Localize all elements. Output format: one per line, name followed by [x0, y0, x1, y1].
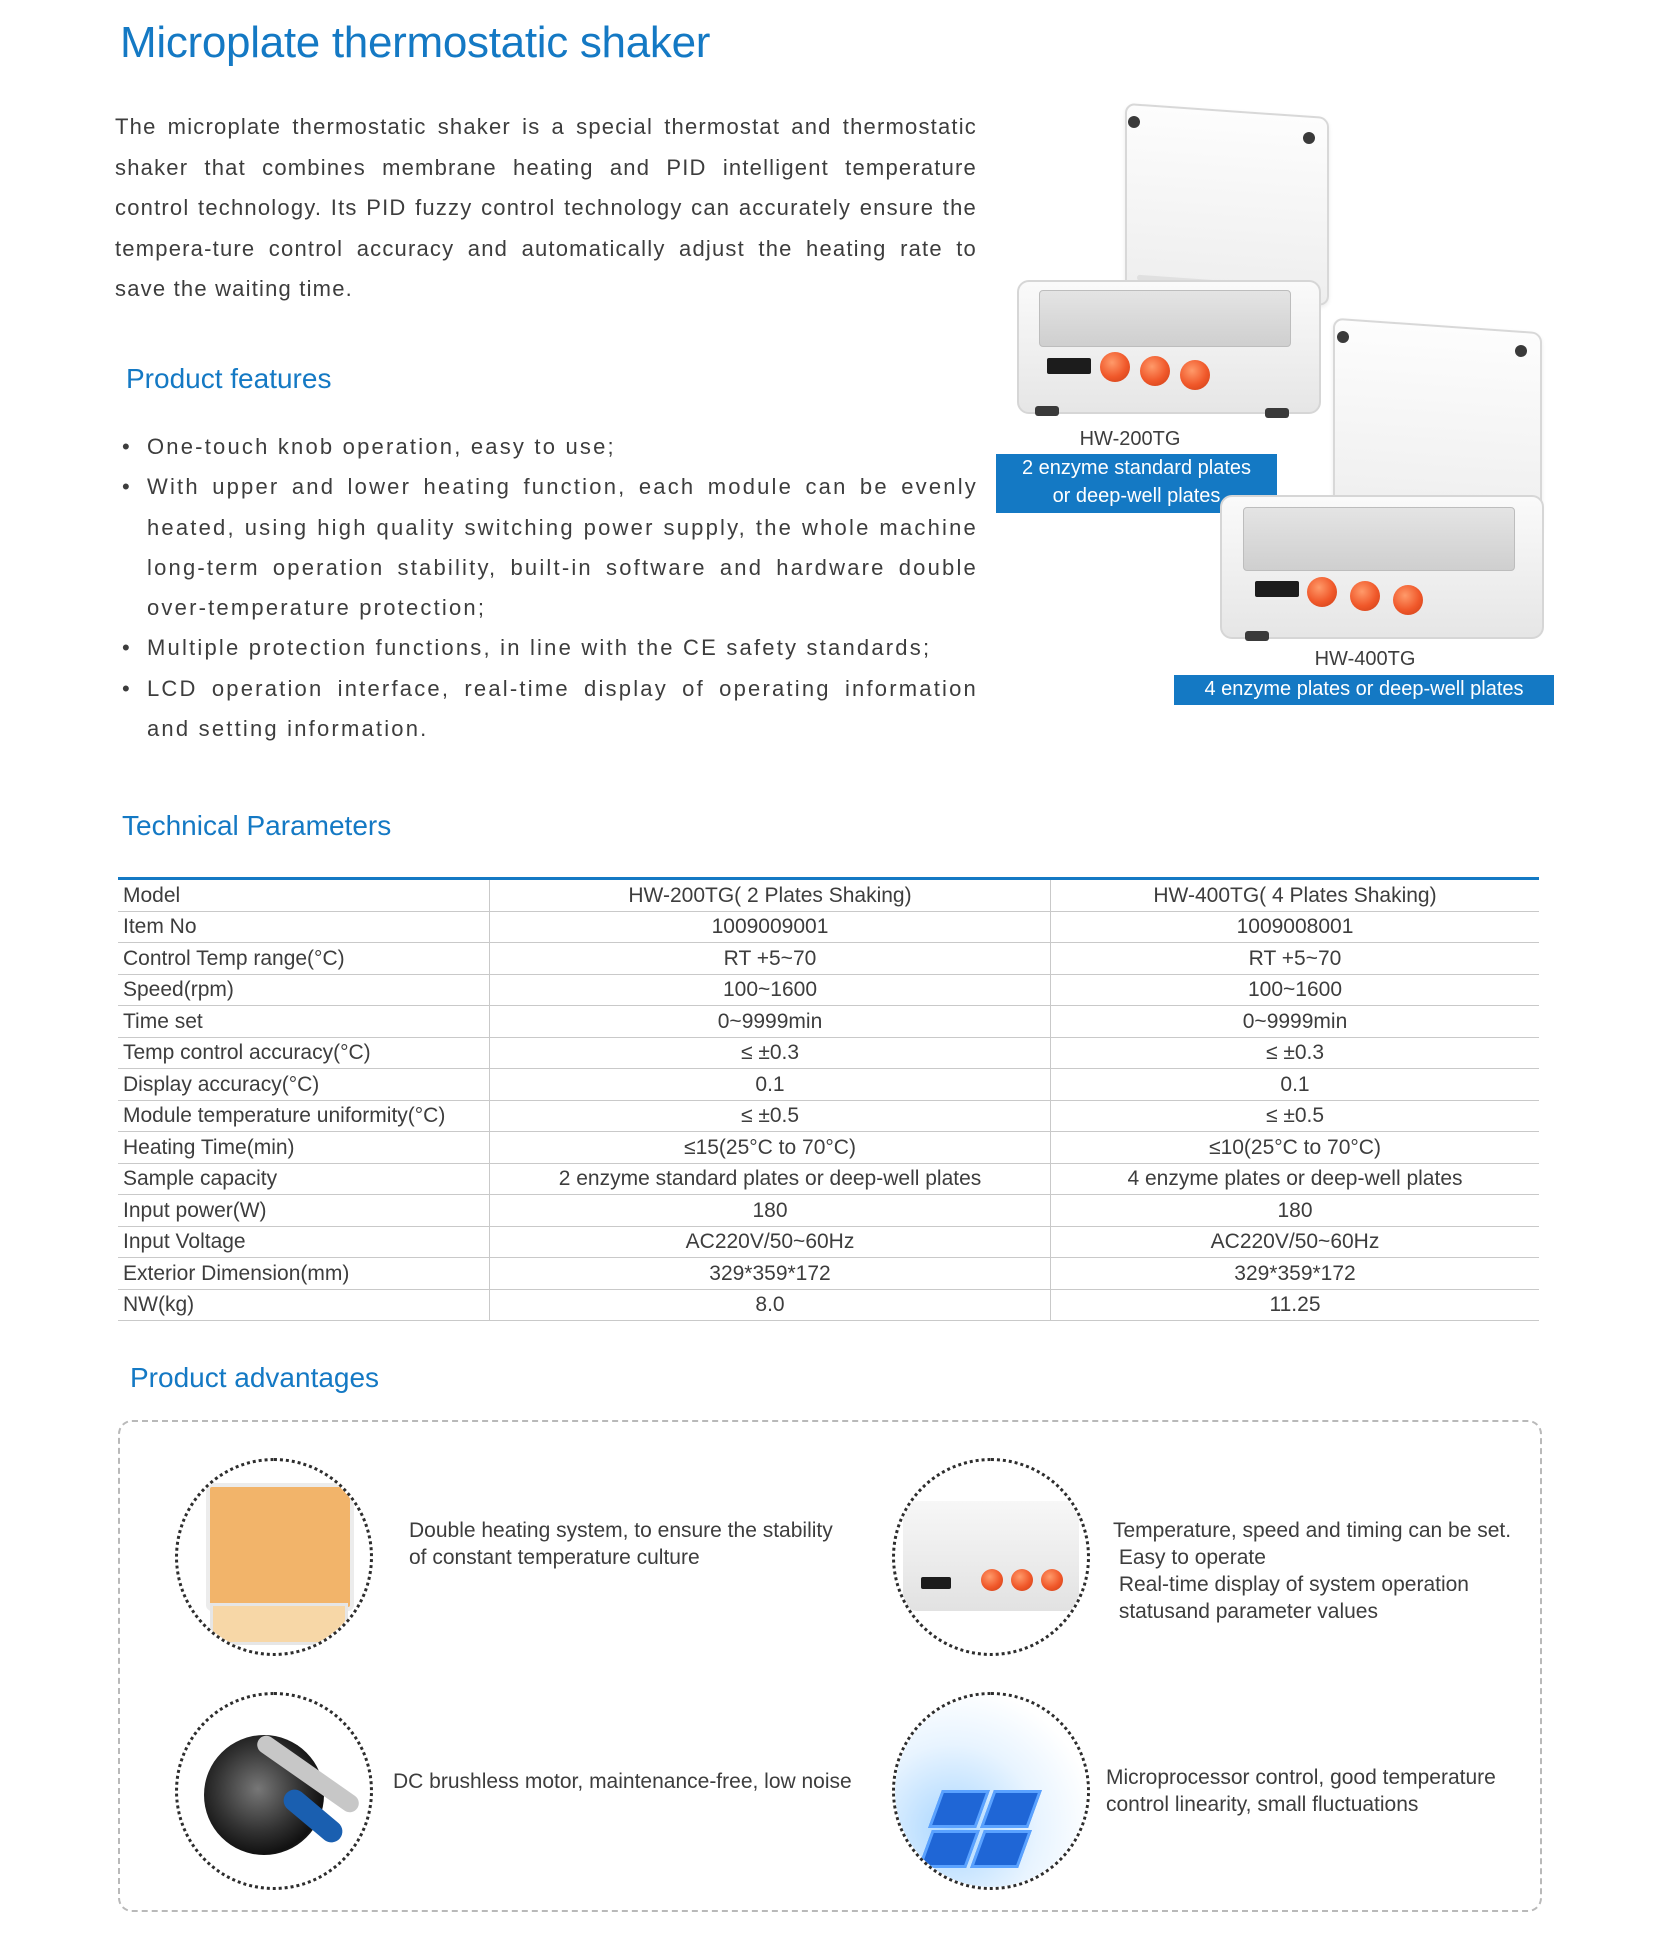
features-list	[118, 427, 978, 749]
knob-icon	[1140, 356, 1170, 386]
advantage-line: statusand parameter values	[1113, 1600, 1378, 1623]
capacity-line: or deep-well plates	[1052, 485, 1221, 507]
knob-icon	[1350, 581, 1380, 611]
table-cell: 329*359*172	[490, 1258, 1051, 1290]
foot-shape	[1035, 406, 1059, 416]
feature-item: • One-touch knob operation, easy to use;	[118, 427, 978, 467]
table-cell: 0~9999min	[490, 1006, 1051, 1038]
table-cell: 2 enzyme standard plates or deep-well plates	[490, 1163, 1051, 1195]
shaker-body-shape	[903, 1501, 1079, 1611]
advantage-text	[409, 1517, 833, 1571]
advantage-text	[1113, 1517, 1511, 1625]
foot-shape	[1245, 631, 1269, 641]
advantage-text	[393, 1768, 852, 1795]
table-cell: 11.25	[1051, 1289, 1540, 1321]
table-cell: ≤ ±0.3	[1051, 1037, 1540, 1069]
table-cell: Heating Time(min)	[118, 1132, 490, 1164]
table-row	[118, 1132, 1539, 1164]
table-row	[118, 943, 1539, 975]
table-cell: Control Temp range(°C)	[118, 943, 490, 975]
screw-icon	[1128, 116, 1140, 128]
table-cell: Exterior Dimension(mm)	[118, 1258, 490, 1290]
table-cell: 1009008001	[1051, 911, 1540, 943]
table-row	[118, 1163, 1539, 1195]
table-cell: 180	[1051, 1195, 1540, 1227]
table-cell: AC220V/50~60Hz	[1051, 1226, 1540, 1258]
tech-params-table	[118, 877, 1539, 1321]
table-cell: Input power(W)	[118, 1195, 490, 1227]
capacity-line: 2 enzyme standard plates	[1021, 457, 1252, 479]
table-cell: 100~1600	[1051, 974, 1540, 1006]
table-cell: 100~1600	[490, 974, 1051, 1006]
table-cell: 0~9999min	[1051, 1006, 1540, 1038]
table-row	[118, 1226, 1539, 1258]
table-cell: HW-400TG( 4 Plates Shaking)	[1051, 879, 1540, 912]
heating-plate-icon	[175, 1458, 373, 1656]
table-cell: RT +5~70	[1051, 943, 1540, 975]
model-label-hw400tg: HW-400TG	[1314, 648, 1416, 670]
table-cell: Temp control accuracy(°C)	[118, 1037, 490, 1069]
advantage-line: Microprocessor control, good temperature	[1106, 1766, 1496, 1789]
table-header-row	[118, 879, 1539, 912]
advantage-line: Double heating system, to ensure the stability	[409, 1519, 833, 1542]
advantage-text	[1106, 1764, 1496, 1818]
table-cell: ≤15(25°C to 70°C)	[490, 1132, 1051, 1164]
advantage-line: Easy to operate	[1113, 1546, 1266, 1569]
advantage-line: Temperature, speed and timing can be set.	[1113, 1519, 1512, 1542]
table-cell: ≤10(25°C to 70°C)	[1051, 1132, 1540, 1164]
shaker-panel-icon	[892, 1458, 1090, 1656]
table-row	[118, 1289, 1539, 1321]
table-row	[118, 1195, 1539, 1227]
table-cell: 0.1	[490, 1069, 1051, 1101]
table-row	[118, 1100, 1539, 1132]
plate-block	[1243, 507, 1515, 571]
table-row	[118, 911, 1539, 943]
advantage-line: Real-time display of system operation	[1113, 1573, 1469, 1596]
table-cell: 329*359*172	[1051, 1258, 1540, 1290]
advantage-line: of constant temperature culture	[409, 1546, 700, 1569]
heater-tray-shape	[210, 1603, 348, 1645]
table-cell: Sample capacity	[118, 1163, 490, 1195]
lcd-display	[921, 1577, 951, 1589]
table-cell: ≤ ±0.5	[490, 1100, 1051, 1132]
table-cell: AC220V/50~60Hz	[490, 1226, 1051, 1258]
table-cell: ≤ ±0.3	[490, 1037, 1051, 1069]
screw-icon	[1303, 132, 1315, 144]
lid-shape	[1125, 103, 1329, 306]
table-cell: Module temperature uniformity(°C)	[118, 1100, 490, 1132]
feature-item: • Multiple protection functions, in line with the CE safety standards;	[118, 628, 978, 668]
knob-icon	[1041, 1569, 1063, 1591]
table-cell: 4 enzyme plates or deep-well plates	[1051, 1163, 1540, 1195]
table-cell: ≤ ±0.5	[1051, 1100, 1540, 1132]
table-cell: HW-200TG( 2 Plates Shaking)	[490, 879, 1051, 912]
heater-pad-shape	[206, 1483, 354, 1611]
table-cell: Time set	[118, 1006, 490, 1038]
tech-heading: Technical Parameters	[122, 810, 392, 841]
microprocessor-plates-icon	[892, 1692, 1090, 1890]
model-label-hw200tg: HW-200TG	[1079, 428, 1181, 450]
table-row	[118, 974, 1539, 1006]
knob-icon	[1393, 585, 1423, 615]
intro-paragraph: The microplate thermostatic shaker is a special thermostat and thermostatic shaker that combines membrane heating and PID intelligent temperature control technology. Its PID fuzzy control technology can accurately ensure the tempera-ture control accuracy and automatically adjust the heating rate to save the waiting time.	[115, 114, 977, 301]
table-row	[118, 1037, 1539, 1069]
table-cell: Speed(rpm)	[118, 974, 490, 1006]
table-cell: 0.1	[1051, 1069, 1540, 1101]
screw-icon	[1337, 331, 1349, 343]
product-image-hw400tg	[1215, 325, 1555, 645]
knob-icon	[1011, 1569, 1033, 1591]
feature-item: • LCD operation interface, real-time display of operating information and setting information.	[118, 669, 978, 750]
advantages-heading: Product advantages	[130, 1362, 380, 1393]
table-cell: Item No	[118, 911, 490, 943]
table-cell: Display accuracy(°C)	[118, 1069, 490, 1101]
table-row	[118, 1069, 1539, 1101]
table-row	[118, 1258, 1539, 1290]
table-cell: 1009009001	[490, 911, 1051, 943]
table-cell: RT +5~70	[490, 943, 1051, 975]
table-cell: Model	[118, 879, 490, 912]
knob-icon	[1307, 577, 1337, 607]
lcd-display	[1047, 358, 1091, 374]
capacity-label-hw400tg: 4 enzyme plates or deep-well plates	[1174, 675, 1554, 705]
motor-icon	[175, 1692, 373, 1890]
knob-icon	[1100, 352, 1130, 382]
table-row	[118, 1006, 1539, 1038]
page-title: Microplate thermostatic shaker	[120, 18, 711, 67]
knob-icon	[981, 1569, 1003, 1591]
advantage-line: DC brushless motor, maintenance-free, low noise	[393, 1770, 852, 1793]
table-cell: 8.0	[490, 1289, 1051, 1321]
feature-item: • With upper and lower heating function, each module can be evenly heated, using high quality switching power supply, the whole machine long-term operation stability, built-in software and hardware double over-temperature protection;	[118, 467, 978, 628]
features-heading: Product features	[126, 363, 332, 394]
screw-icon	[1515, 345, 1527, 357]
table-cell: NW(kg)	[118, 1289, 490, 1321]
table-cell: Input Voltage	[118, 1226, 490, 1258]
knob-icon	[1180, 360, 1210, 390]
advantage-line: control linearity, small fluctuations	[1106, 1793, 1419, 1816]
lcd-display	[1255, 581, 1299, 597]
table-cell: 180	[490, 1195, 1051, 1227]
